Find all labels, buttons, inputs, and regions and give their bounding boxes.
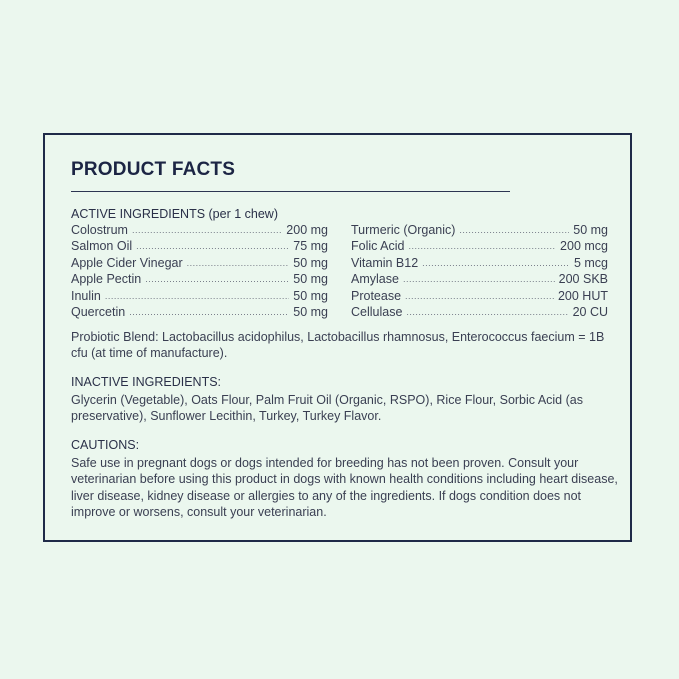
ingredient-amount: 200 SKB <box>558 272 608 287</box>
probiotic-blend-text: Probiotic Blend: Lactobacillus acidophilus, Lactobacillus rhamnosus, Enterococcus faecium = 1B cfu (at time of manufacture). <box>71 330 605 361</box>
active-ingredients-right-column <box>351 222 608 320</box>
leader-dots <box>459 222 569 238</box>
ingredient-row <box>351 271 608 287</box>
ingredient-row <box>71 288 328 304</box>
ingredient-name: Cellulase <box>351 304 403 319</box>
leader-dots <box>136 238 289 254</box>
leader-dots <box>422 255 570 271</box>
leader-dots <box>145 271 289 287</box>
ingredient-name: Amylase <box>351 272 399 287</box>
ingredient-amount: 50 mg <box>293 255 328 270</box>
ingredient-amount: 200 mg <box>286 223 328 237</box>
ingredient-amount: 200 mcg <box>560 239 608 254</box>
ingredient-amount: 20 CU <box>572 304 608 319</box>
product-facts-title: PRODUCT FACTS <box>71 159 236 180</box>
ingredient-amount: 50 mg <box>293 272 328 287</box>
ingredient-name: Salmon Oil <box>71 239 133 254</box>
cautions-text: Safe use in pregnant dogs or dogs intended for breeding has not been proven. Consult your veterinarian before using this product in dogs with known health conditions including heart disease, liver disease, kidney disease or allergies to any of the ingredients. If dogs condition does not improve or worsens, consult your veterinarian. <box>71 456 618 520</box>
active-ingredients-heading: ACTIVE INGREDIENTS (per 1 chew) <box>71 207 278 221</box>
leader-dots <box>132 222 282 238</box>
ingredient-amount: 75 mg <box>293 239 328 254</box>
ingredient-name: Vitamin B12 <box>351 255 419 270</box>
inactive-ingredients-heading: INACTIVE INGREDIENTS: <box>71 375 222 389</box>
ingredient-row <box>71 222 328 238</box>
ingredient-row <box>351 222 608 238</box>
ingredient-name: Colostrum <box>71 223 128 237</box>
inactive-ingredients-text: Glycerin (Vegetable), Oats Flour, Palm Fruit Oil (Organic, RSPO), Rice Flour, Sorbic Acid (as preservative), Sunflower Lecithin, Turkey, Turkey Flavor. <box>71 393 583 424</box>
leader-dots <box>409 238 557 254</box>
ingredient-row <box>71 238 328 254</box>
cautions-heading: CAUTIONS: <box>71 438 140 452</box>
ingredient-row <box>351 288 608 304</box>
title-divider <box>71 191 510 192</box>
ingredient-row <box>71 304 328 320</box>
leader-dots <box>187 255 290 271</box>
ingredient-amount: 50 mg <box>573 223 608 237</box>
ingredient-name: Inulin <box>71 288 101 303</box>
leader-dots <box>105 288 289 304</box>
ingredient-row <box>71 255 328 271</box>
ingredient-name: Turmeric (Organic) <box>351 223 456 237</box>
ingredient-amount: 50 mg <box>293 288 328 303</box>
ingredient-name: Quercetin <box>71 304 126 319</box>
leader-dots <box>129 304 289 320</box>
ingredient-name: Protease <box>351 288 402 303</box>
leader-dots <box>406 304 568 320</box>
product-facts-panel <box>43 133 632 542</box>
ingredient-name: Folic Acid <box>351 239 405 254</box>
ingredient-amount: 200 HUT <box>557 288 608 303</box>
ingredient-row <box>351 304 608 320</box>
active-ingredients-left-column <box>71 222 328 320</box>
ingredient-name: Apple Pectin <box>71 272 142 287</box>
ingredient-amount: 50 mg <box>293 304 328 319</box>
ingredient-row <box>71 271 328 287</box>
ingredient-row <box>351 255 608 271</box>
ingredient-row <box>351 238 608 254</box>
ingredient-name: Apple Cider Vinegar <box>71 255 183 270</box>
leader-dots <box>403 271 555 287</box>
ingredient-amount: 5 mcg <box>573 255 608 270</box>
leader-dots <box>405 288 554 304</box>
